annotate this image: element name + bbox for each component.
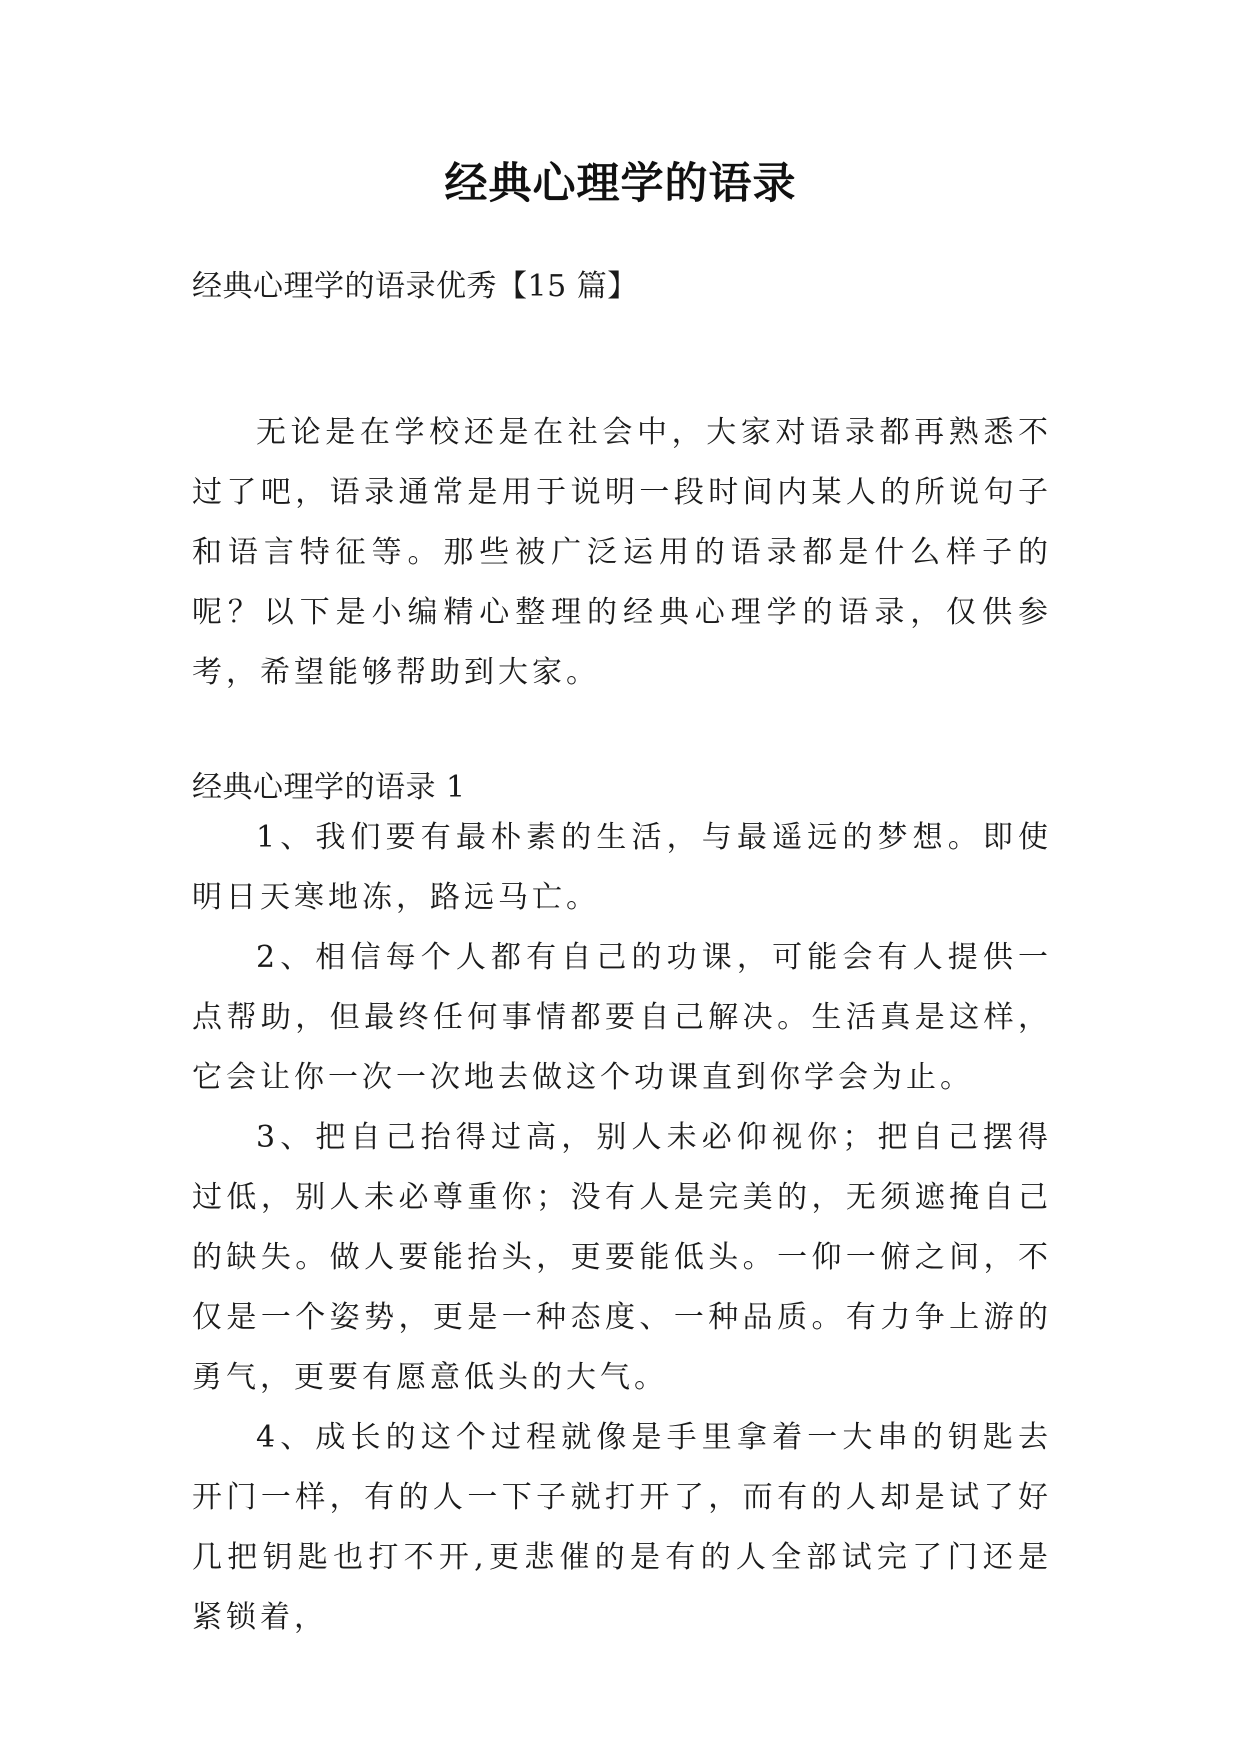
quote-paragraph-2: 2、相信每个人都有自己的功课，可能会有人提供一点帮助，但最终任何事情都要自己解决。生活真是这样，它会让你一次一次地去做这个功课直到你学会为止。 xyxy=(192,940,1052,1095)
quote-paragraph-3: 3、把自己抬得过高，别人未必仰视你；把自己摆得过低，别人未必尊重你；没有人是完美的，无须遮掩自己的缺失。做人要能抬头，更要能低头。一仰一俯之间，不仅是一个姿势，更是一种态度、一种品质。有力争上游的勇气，更要有愿意低头的大气。 xyxy=(192,1120,1052,1395)
intro-paragraph: 无论是在学校还是在社会中，大家对语录都再熟悉不过了吧，语录通常是用于说明一段时间内某人的所说句子和语言特征等。那些被广泛运用的语录都是什么样子的呢？以下是小编精心整理的经典心理学的语录，仅供参考，希望能够帮助到大家。 xyxy=(192,415,1052,690)
section-heading: 经典心理学的语录 1 xyxy=(192,770,466,805)
document-subtitle: 经典心理学的语录优秀【15 篇】 xyxy=(192,269,638,304)
quote-paragraph-4: 4、成长的这个过程就像是手里拿着一大串的钥匙去开门一样，有的人一下子就打开了，而有的人却是试了好几把钥匙也打不开,更悲催的是有的人全部试完了门还是紧锁着， xyxy=(192,1420,1052,1635)
quote-paragraph-1: 1、我们要有最朴素的生活，与最遥远的梦想。即使明日天寒地冻，路远马亡。 xyxy=(192,820,1052,915)
document-title: 经典心理学的语录 xyxy=(444,159,797,209)
